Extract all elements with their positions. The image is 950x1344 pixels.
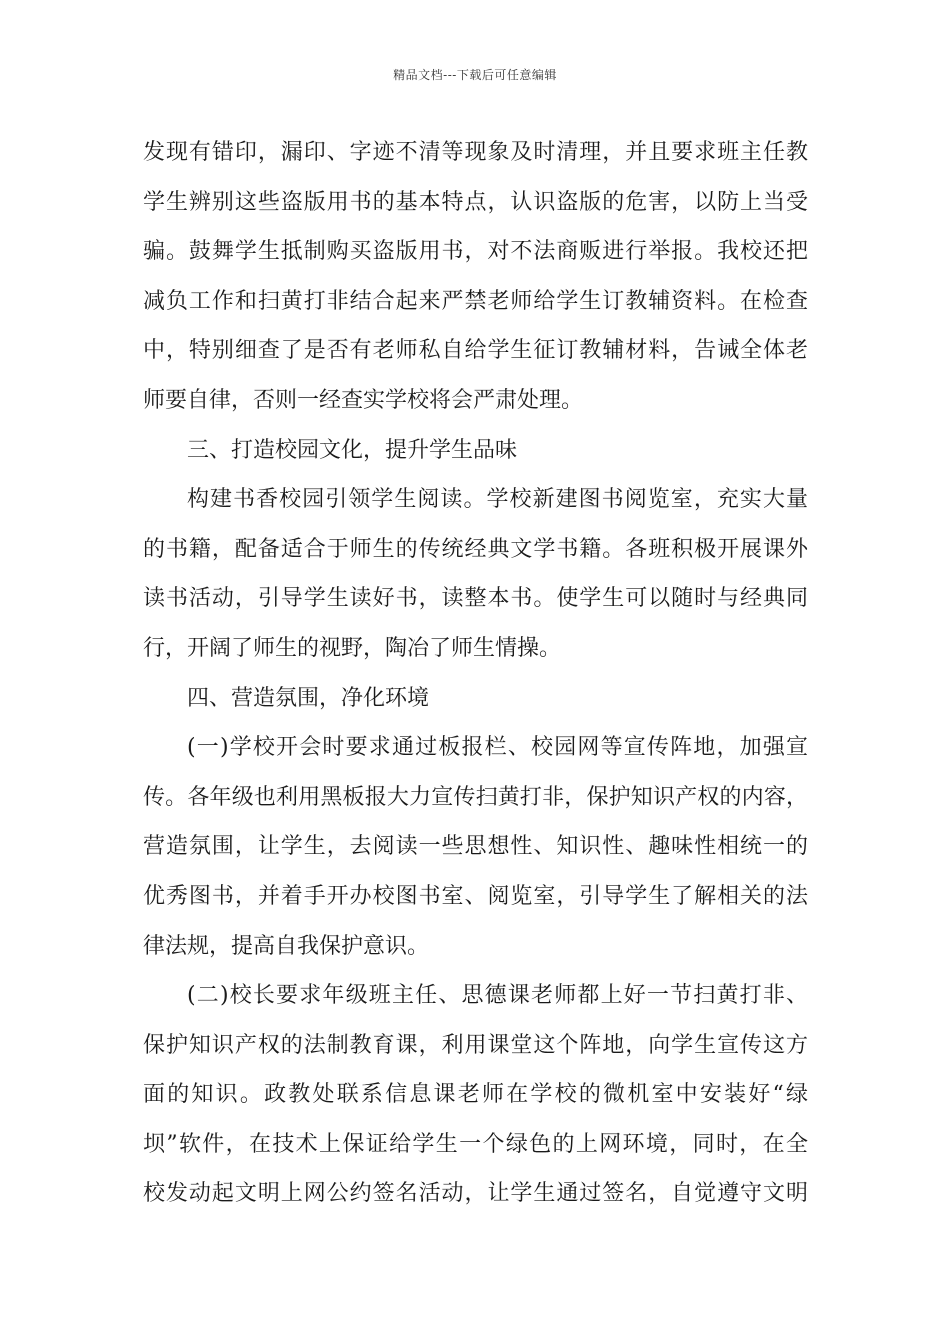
section-heading: 四、营造氛围，净化环境 <box>187 685 430 711</box>
text-line: 传。各年级也利用黑板报大力宣传扫黄打非，保护知识产权的内容， <box>143 784 808 810</box>
text-line: (一)学校开会时要求通过板报栏、校园网等宣传阵地，加强宣 <box>187 735 808 761</box>
text-line: (二)校长要求年级班主任、思德课老师都上好一节扫黄打非、 <box>187 983 808 1009</box>
text-line: 律法规，提高自我保护意识。 <box>143 933 430 959</box>
text-line: 面的知识。政教处联系信息课老师在学校的微机室中安装好“绿 <box>143 1082 808 1108</box>
text-line: 保护知识产权的法制教育课，利用课堂这个阵地，向学生宣传这方 <box>143 1032 808 1058</box>
text-line: 坝”软件，在技术上保证给学生一个绿色的上网环境，同时，在全 <box>143 1131 808 1157</box>
text-line: 发现有错印，漏印、字迹不清等现象及时清理，并且要求班主任教 <box>143 140 808 165</box>
text-line: 的书籍，配备适合于师生的传统经典文学书籍。各班积极开展课外 <box>143 536 808 562</box>
text-line: 行，开阔了师生的视野，陶冶了师生情操。 <box>143 635 562 661</box>
text-line: 中，特别细查了是否有老师私自给学生征订教辅材料，告诫全体老 <box>143 338 808 364</box>
page-header: 精品文档---下载后可任意编辑 <box>393 68 557 82</box>
text-line: 优秀图书，并着手开办校图书室、阅览室，引导学生了解相关的法 <box>143 883 808 909</box>
section-heading: 三、打造校园文化，提升学生品味 <box>187 437 518 463</box>
text-line: 师要自律，否则一经查实学校将会严肃处理。 <box>143 387 584 413</box>
text-line: 读书活动，引导学生读好书，读整本书。使学生可以随时与经典同 <box>143 586 808 612</box>
document-body <box>143 128 808 1219</box>
text-line: 减负工作和扫黄打非结合起来严禁老师给学生订教辅资料。在检查 <box>143 288 808 314</box>
text-line: 骗。鼓舞学生抵制购买盗版用书，对不法商贩进行举报。我校还把 <box>143 239 808 265</box>
text-line: 构建书香校园引领学生阅读。学校新建图书阅览室，充实大量 <box>187 487 808 513</box>
text-line: 校发动起文明上网公约签名活动，让学生通过签名，自觉遵守文明 <box>143 1181 808 1207</box>
text-line: 学生辨别这些盗版用书的基本特点，认识盗版的危害，以防上当受 <box>143 189 808 215</box>
text-line: 营造氛围，让学生，去阅读一些思想性、知识性、趣味性相统一的 <box>143 834 808 860</box>
